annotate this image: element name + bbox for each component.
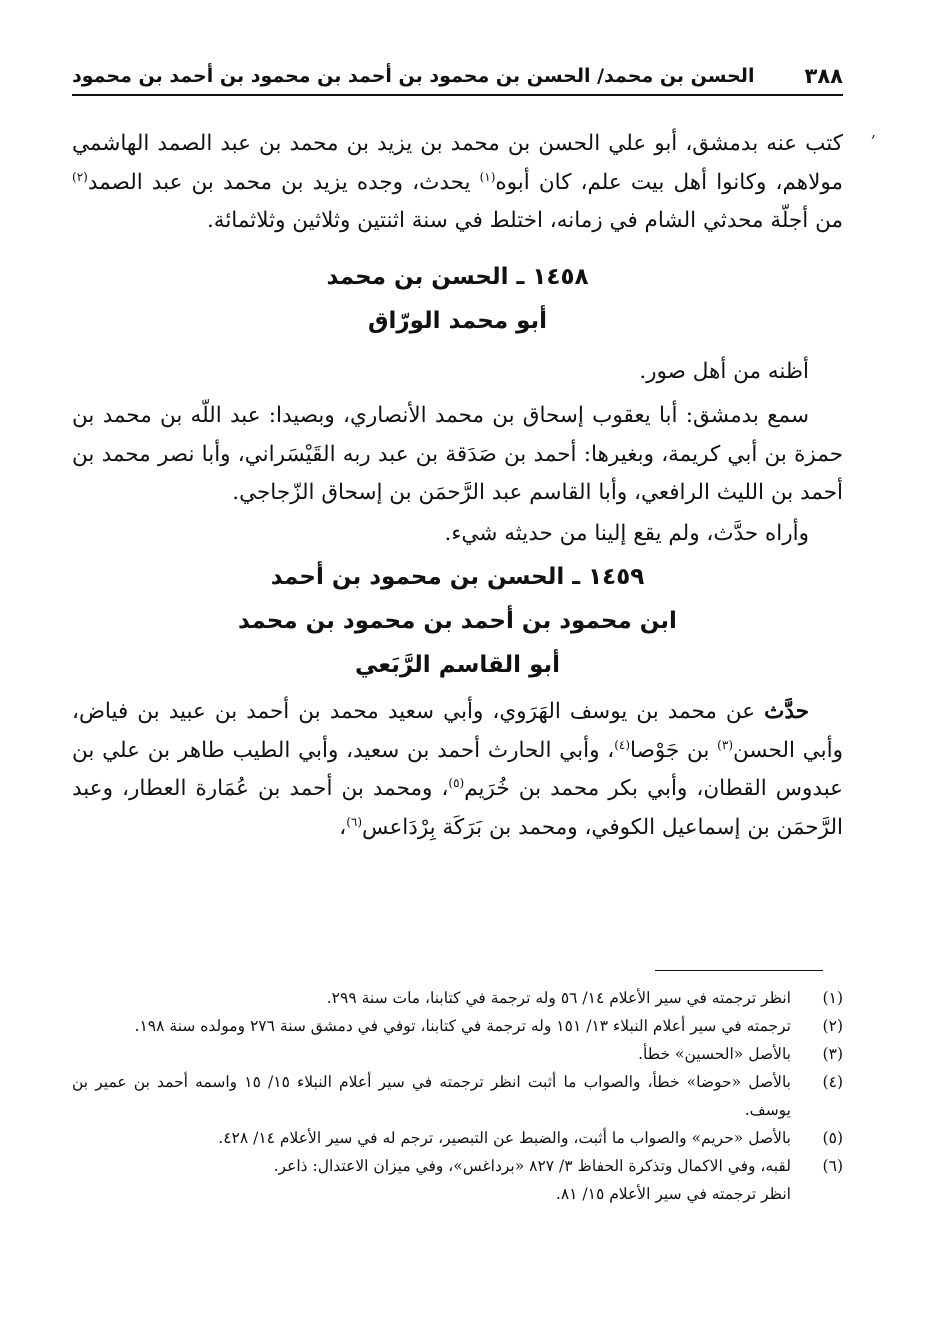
footnote: [72, 1068, 843, 1124]
paragraph-1-text-a: كتب عنه بدمشق، أبو علي الحسن بن محمد بن يزيد بن محمد بن عبد الصمد الهاشمي مولاهم، وكانوا أهل بيت علم، كان أبوه: [72, 131, 843, 195]
footnote-ref-6: (٦): [346, 814, 363, 829]
footnote: [72, 1152, 843, 1180]
paragraph-5-text-c: ، وأبي الحارث أحمد بن سعيد، وأبي الطيب طاهر بن علي بن عبدوس القطان، وأبي بكر محمد بن خُرَيم: [72, 737, 844, 801]
footnote-ref-5: (٥): [448, 775, 465, 790]
footnote-number: (٤): [822, 1073, 843, 1091]
paragraph-5: [72, 693, 843, 847]
page-number: ٣٨٨: [804, 64, 843, 88]
footnote: [72, 1040, 843, 1068]
entry-1458-title: ١٤٥٨ ـ الحسن بن محمد: [326, 263, 589, 290]
paragraph-1-text-c: من أجلّة محدثي الشام في زمانه، اختلط في سنة اثنتين وثلاثين وثلاثمائة.: [206, 208, 843, 233]
entry-1459-lineage: ابن محمود بن أحمد بن محمود بن محمد: [238, 608, 677, 634]
paragraph-5-text-e: ،: [339, 814, 347, 840]
footnote-number: (٣): [822, 1045, 843, 1063]
entry-1459-kunya: أبو القاسم الرَّبَعي: [354, 652, 561, 678]
paragraph-3: سمع بدمشق: أبا يعقوب إسحاق بن محمد الأنصاري، وبصيدا: عبد اللّه بن محمد بن حمزة بن أبي كريمة، وبغيرها: أحمد بن صَدَقة بن عبد ربه القَيْسَراني، وأبا نصر محمد بن أحمد بن الليث الرافعي، وأبا القاسم عبد الرَّحمَن بن إسحاق الزّجاجي.: [72, 403, 843, 505]
paragraph-5-text-a: عن محمد بن يوسف الهَرَوي، وأبي سعيد محمد بن أحمد بن عبيد بن فياض، وأبي الحسن: [72, 699, 843, 763]
footnote-ref-1: (١): [479, 169, 496, 184]
footnotes: [72, 984, 843, 1208]
entry-1458-subtitle: أبو محمد الورّاق: [367, 307, 548, 334]
footnote-number: [791, 1180, 843, 1208]
paragraph-1-text-b: يحدث، وجده يزيد بن محمد بن عبد الصمد: [87, 169, 480, 195]
footnote-ref-4: (٤): [614, 737, 631, 752]
footnote-text: ترجمته في سير أعلام النبلاء ١٣/ ١٥١ وله ترجمة في كتابنا، توفي في دمشق سنة ٢٧٦ ومولده سنة ١٩٨.: [134, 1017, 791, 1035]
footnote-text: بالأصل «الحسين» خطأ.: [638, 1045, 791, 1063]
footnote-ref-2: (٢): [72, 169, 88, 184]
paragraph-1: [72, 125, 843, 241]
footnote-text: انظر ترجمته في سير الأعلام ١٥/ ٨١.: [555, 1185, 791, 1203]
footnote-number: (٢): [822, 1017, 843, 1035]
footnote-number: (١): [822, 989, 843, 1007]
paragraph-5-text-b: بن جَوْصا: [630, 737, 718, 763]
footnote-divider: [655, 970, 823, 971]
paragraph-5-lead: حدَّث: [764, 699, 809, 724]
footnote: [72, 1124, 843, 1152]
margin-mark: ,: [871, 122, 877, 141]
footnote-text: انظر ترجمته في سير الأعلام ١٤/ ٥٦ وله ترجمة في كتابنا، مات سنة ٢٩٩.: [326, 989, 791, 1007]
main-text: [72, 125, 843, 847]
paragraph-4: وأراه حدَّث، ولم يقع إلينا من حديثه شيء.: [444, 520, 809, 546]
footnote-number: (٦): [822, 1157, 843, 1175]
entry-1459-title: ١٤٥٩ ـ الحسن بن محمود بن أحمد: [270, 564, 645, 590]
page-header: [72, 58, 843, 96]
paragraph-2: أظنه من أهل صور.: [639, 358, 809, 384]
footnote: [72, 1180, 843, 1208]
footnote-text: بالأصل «حوضا» خطأ، والصواب ما أثبت انظر ترجمته في سير أعلام النبلاء ١٥/ ١٥ واسمه أحمد بن عمير بن يوسف.: [72, 1073, 791, 1119]
footnote-number: (٥): [822, 1129, 843, 1147]
footnote-text: بالأصل «حريم» والصواب ما أثبت، والضبط عن التبصير، ترجم له في سير الأعلام ١٤/ ٤٢٨.: [218, 1129, 791, 1147]
paragraph-5-text-d: ، ومحمد بن أحمد بن عُمَارة العطار، وعبد الرَّحمَن بن إسماعيل الكوفي، ومحمد بن بَرَكَة بِرْدَاعس: [72, 776, 843, 840]
footnote: [72, 984, 843, 1012]
footnote: [72, 1012, 843, 1040]
running-title: الحسن بن محمد/ الحسن بن محمود بن أحمد بن محمود بن أحمد بن محمود: [72, 65, 755, 87]
footnote-text: لقبه، وفي الاكمال وتذكرة الحفاظ ٣/ ٨٢٧ «برداغس»، وفي ميزان الاعتدال: ذاعر.: [273, 1157, 791, 1175]
footnote-ref-3: (٣): [717, 737, 733, 752]
